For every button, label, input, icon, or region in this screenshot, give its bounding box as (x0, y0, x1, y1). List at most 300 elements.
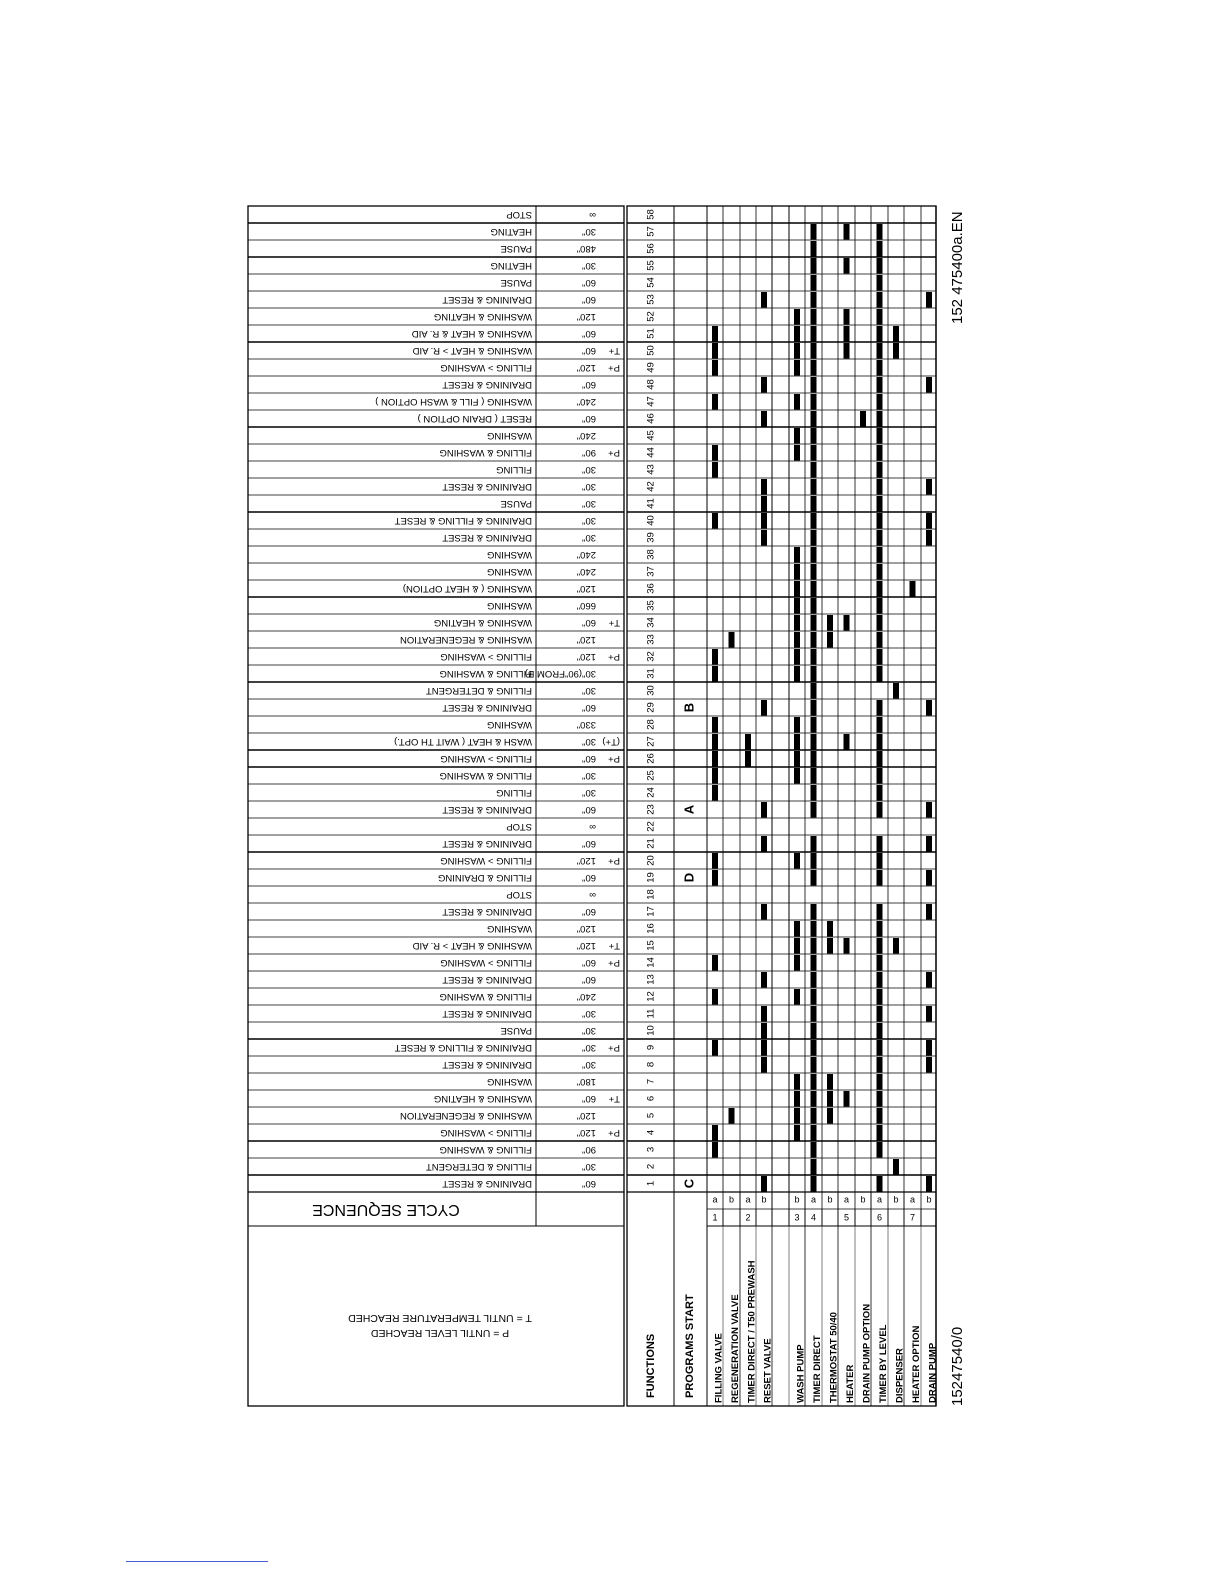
device-active-bar (877, 1074, 883, 1090)
step-name: WASHING ( & HEAT OPTION) (402, 582, 532, 594)
step-number: 4 (645, 1129, 657, 1136)
step-name: WASHING & HEATING (433, 616, 532, 628)
device-active-bar (811, 751, 817, 767)
device-active-bar (761, 1057, 767, 1073)
device-active-bar (877, 377, 883, 393)
device-active-bar (926, 700, 932, 716)
device-active-bar (811, 309, 817, 325)
device-active-bar (811, 666, 817, 682)
document-code-bottom: 15247540/0 (948, 1326, 966, 1406)
step-number: 37 (645, 566, 657, 577)
step-duration: 30" (582, 259, 596, 271)
device-active-bar (811, 1125, 817, 1141)
device-active-bar (877, 989, 883, 1005)
step-number: 52 (645, 311, 657, 322)
device-active-bar (877, 785, 883, 801)
step-duration: 60" (582, 871, 596, 883)
step-number: 57 (645, 226, 657, 237)
device-active-bar (811, 394, 817, 410)
device-active-bar (877, 700, 883, 716)
step-duration: 30" (582, 786, 596, 798)
device-active-bar (877, 904, 883, 920)
device-active-bar (729, 1108, 735, 1124)
device-active-bar (761, 513, 767, 529)
step-number: 18 (645, 889, 657, 900)
step-duration: 60" (582, 803, 596, 815)
device-active-bar (844, 258, 850, 274)
device-active-bar (877, 326, 883, 342)
device-active-bar (761, 802, 767, 818)
step-name: DRAINING & RESET (442, 480, 532, 492)
step-name: DRAINING & RESET (442, 973, 532, 985)
diagram-title: CYCLE SEQUENCE (312, 1200, 460, 1218)
device-active-bar (761, 904, 767, 920)
step-name: WASHING (486, 718, 532, 730)
device-active-bar (794, 428, 800, 444)
device-active-bar (910, 581, 916, 597)
device-active-bar (712, 394, 718, 410)
device-active-bar (794, 445, 800, 461)
step-flag: T+ (608, 939, 620, 951)
device-active-bar (827, 1091, 833, 1107)
device-label: RESET VALVE (762, 1338, 774, 1403)
device-active-bar (811, 411, 817, 427)
device-active-bar (712, 751, 718, 767)
step-name: WASHING (486, 599, 532, 611)
step-duration: 60" (582, 956, 596, 968)
step-flag: P+ (608, 361, 620, 373)
device-active-bar (761, 1040, 767, 1056)
device-active-bar (860, 411, 866, 427)
step-name: DRAINING & RESET (442, 905, 532, 917)
device-active-bar (811, 581, 817, 597)
step-duration: 30" (582, 684, 596, 696)
step-name: DRAINING & FILLING & RESET (394, 1041, 532, 1053)
step-number: 55 (645, 260, 657, 271)
step-duration: 60" (582, 837, 596, 849)
step-duration: 30" (582, 531, 596, 543)
step-duration: 120" (576, 922, 596, 934)
device-active-bar (794, 394, 800, 410)
device-active-bar (811, 1176, 817, 1192)
device-group-number: 1 (712, 1212, 718, 1223)
step-name: DRAINING & RESET (442, 1177, 532, 1189)
step-name: WASHING & REGENERATION (400, 1109, 532, 1121)
step-name: FILLING (496, 463, 532, 475)
step-number: 38 (645, 549, 657, 560)
step-duration: 240" (576, 990, 596, 1002)
device-active-bar (794, 938, 800, 954)
step-name: WASHING & HEAT & R. AID (411, 327, 532, 339)
step-number: 35 (645, 600, 657, 611)
step-number: 22 (645, 821, 657, 832)
device-active-bar (877, 360, 883, 376)
device-sub-letter: a (843, 1194, 850, 1205)
step-duration: 120" (576, 361, 596, 373)
step-number: 29 (645, 702, 657, 713)
step-duration: 120" (576, 939, 596, 951)
step-name: FILLING > WASHING (440, 650, 532, 662)
program-start-marker: A (681, 804, 697, 815)
device-active-bar (794, 853, 800, 869)
device-active-bar (893, 1159, 899, 1175)
step-duration: 30"(90"FROM B) (524, 667, 596, 679)
step-name: FILLING & WASHING (439, 667, 532, 679)
device-active-bar (926, 530, 932, 546)
device-active-bar (811, 768, 817, 784)
device-active-bar (827, 615, 833, 631)
step-name: FILLING > WASHING (440, 1126, 532, 1138)
device-active-bar (712, 853, 718, 869)
step-name: HEATING (490, 225, 532, 237)
device-active-bar (712, 768, 718, 784)
device-group-number: 5 (843, 1212, 850, 1223)
step-number: 43 (645, 464, 657, 475)
device-active-bar (712, 1040, 718, 1056)
step-number: 17 (645, 906, 657, 917)
step-name: FILLING > WASHING (440, 361, 532, 373)
device-active-bar (877, 343, 883, 359)
device-active-bar (827, 1108, 833, 1124)
device-label: HEATER OPTION (911, 1325, 923, 1403)
step-flag: T+ (608, 616, 620, 628)
step-duration: 120" (576, 1126, 596, 1138)
device-active-bar (811, 649, 817, 665)
device-active-bar (712, 1125, 718, 1141)
step-number: 25 (645, 770, 657, 781)
step-number: 6 (645, 1095, 657, 1102)
device-active-bar (844, 1091, 850, 1107)
device-active-bar (877, 632, 883, 648)
step-flag: P+ (608, 1126, 620, 1138)
device-active-bar (926, 1006, 932, 1022)
step-number: 28 (645, 719, 657, 730)
device-label: REGENERATION VALVE (730, 1294, 742, 1403)
device-active-bar (761, 530, 767, 546)
step-number: 21 (645, 838, 657, 849)
device-active-bar (926, 972, 932, 988)
device-active-bar (712, 666, 718, 682)
device-active-bar (794, 666, 800, 682)
step-name: FILLING (496, 786, 532, 798)
device-active-bar (877, 496, 883, 512)
device-active-bar (761, 700, 767, 716)
step-number: 58 (645, 209, 657, 220)
device-active-bar (811, 1159, 817, 1175)
device-active-bar (877, 836, 883, 852)
device-label: THERMOSTAT 50/40 (828, 1312, 840, 1403)
step-name: STOP (506, 208, 532, 220)
device-active-bar (712, 734, 718, 750)
device-active-bar (811, 1142, 817, 1158)
device-active-bar (794, 751, 800, 767)
step-duration: ∞ (589, 820, 596, 832)
device-active-bar (926, 802, 932, 818)
step-flag: T+ (608, 344, 620, 356)
step-number: 14 (645, 957, 657, 968)
device-label: DISPENSER (894, 1348, 906, 1403)
step-duration: 30" (582, 463, 596, 475)
device-active-bar (893, 938, 899, 954)
step-number: 31 (645, 668, 657, 679)
device-active-bar (877, 615, 883, 631)
step-duration: 30" (582, 1007, 596, 1019)
device-active-bar (712, 343, 718, 359)
step-flag: P+ (608, 446, 620, 458)
device-sub-letter: a (712, 1194, 718, 1205)
device-active-bar (877, 921, 883, 937)
document-code-top: 152 475400a.EN (948, 211, 966, 324)
step-number: 41 (645, 498, 657, 509)
device-active-bar (877, 802, 883, 818)
device-active-bar (877, 292, 883, 308)
step-name: RESET ( DRAIN OPTION ) (417, 412, 532, 424)
device-active-bar (877, 1125, 883, 1141)
device-sub-letter: a (810, 1194, 817, 1205)
step-duration: 60" (582, 905, 596, 917)
device-active-bar (761, 1023, 767, 1039)
step-number: 53 (645, 294, 657, 305)
step-duration: 60" (582, 616, 596, 628)
device-active-bar (811, 836, 817, 852)
step-number: 16 (645, 923, 657, 934)
device-active-bar (712, 326, 718, 342)
device-active-bar (712, 445, 718, 461)
step-name: WASHING ( FILL & WASH OPTION ) (375, 395, 532, 407)
device-active-bar (811, 241, 817, 257)
step-duration: 240" (576, 395, 596, 407)
step-name: WASHING (486, 1075, 532, 1087)
step-name: WASHING & HEAT > R. AID (412, 939, 532, 951)
device-sub-letter: a (909, 1194, 916, 1205)
device-active-bar (811, 1108, 817, 1124)
step-name: HEATING (490, 259, 532, 271)
step-name: FILLING & DETERGENT (425, 1160, 532, 1172)
step-flag: P+ (608, 854, 620, 866)
device-active-bar (877, 734, 883, 750)
step-duration: 240" (576, 548, 596, 560)
device-group-number: 6 (876, 1212, 883, 1223)
device-active-bar (877, 462, 883, 478)
legend-t: T = UNTIL TEMPERATURE REACHED (348, 1312, 532, 1325)
step-flag: (T+) (602, 735, 620, 747)
device-sub-letter: b (827, 1194, 833, 1205)
device-active-bar (811, 734, 817, 750)
step-duration: ∞ (589, 888, 596, 900)
step-duration: 330" (576, 718, 596, 730)
device-active-bar (794, 598, 800, 614)
device-active-bar (877, 1040, 883, 1056)
step-number: 5 (645, 1112, 657, 1119)
device-active-bar (827, 632, 833, 648)
device-active-bar (811, 632, 817, 648)
step-duration: 120" (576, 582, 596, 594)
step-duration: 120" (576, 1109, 596, 1121)
step-number: 10 (645, 1025, 657, 1036)
device-label: FILLING VALVE (713, 1333, 725, 1403)
step-duration: 30" (582, 497, 596, 509)
device-active-bar (827, 1074, 833, 1090)
device-active-bar (811, 938, 817, 954)
device-active-bar (811, 326, 817, 342)
step-name: FILLING & WASHING (439, 769, 532, 781)
device-active-bar (877, 1023, 883, 1039)
device-active-bar (712, 870, 718, 886)
device-active-bar (893, 683, 899, 699)
device-active-bar (794, 921, 800, 937)
step-flag: P+ (608, 650, 620, 662)
device-active-bar (729, 632, 735, 648)
device-active-bar (926, 1057, 932, 1073)
step-number: 42 (645, 481, 657, 492)
step-name: WASHING (486, 565, 532, 577)
device-active-bar (877, 428, 883, 444)
step-name: PAUSE (500, 242, 532, 254)
step-number: 13 (645, 974, 657, 985)
device-active-bar (794, 564, 800, 580)
step-duration: 240" (576, 429, 596, 441)
device-active-bar (877, 581, 883, 597)
device-active-bar (811, 343, 817, 359)
device-label: DRAIN PUMP (927, 1342, 939, 1403)
device-active-bar (794, 632, 800, 648)
device-active-bar (811, 921, 817, 937)
step-number: 44 (645, 447, 657, 458)
step-flag: P+ (608, 752, 620, 764)
step-name: PAUSE (500, 1024, 532, 1036)
step-duration: 30" (582, 1160, 596, 1172)
device-active-bar (844, 224, 850, 240)
step-number: 23 (645, 804, 657, 815)
device-active-bar (877, 479, 883, 495)
device-active-bar (794, 309, 800, 325)
step-name: DRAINING & RESET (442, 701, 532, 713)
step-number: 33 (645, 634, 657, 645)
step-name: FILLING > WASHING (440, 956, 532, 968)
step-number: 3 (645, 1146, 657, 1153)
step-name: FILLING & WASHING (439, 1143, 532, 1155)
device-active-bar (877, 1108, 883, 1124)
device-active-bar (811, 513, 817, 529)
device-active-bar (877, 938, 883, 954)
step-name: FILLING & DETERGENT (425, 684, 532, 696)
device-active-bar (794, 1108, 800, 1124)
step-name: WASHING (486, 548, 532, 560)
step-name: WASHING & HEATING (433, 310, 532, 322)
device-active-bar (877, 955, 883, 971)
step-duration: 30" (582, 769, 596, 781)
device-active-bar (761, 972, 767, 988)
device-active-bar (811, 224, 817, 240)
step-duration: 30" (582, 480, 596, 492)
step-duration: 30" (582, 1041, 596, 1053)
step-duration: 120" (576, 633, 596, 645)
device-active-bar (811, 972, 817, 988)
device-sub-letter: b (860, 1194, 866, 1205)
program-start-marker: D (681, 872, 697, 883)
legend-p: P = UNTIL LEVEL REACHED (370, 1327, 510, 1340)
device-label: TIMER DIRECT (812, 1335, 824, 1403)
step-duration: ∞ (589, 208, 596, 220)
device-label: WASH PUMP (795, 1344, 807, 1403)
device-active-bar (794, 360, 800, 376)
device-active-bar (712, 360, 718, 376)
device-active-bar (811, 955, 817, 971)
device-active-bar (877, 445, 883, 461)
step-duration: 660" (576, 599, 596, 611)
step-number: 20 (645, 855, 657, 866)
device-active-bar (761, 1176, 767, 1192)
step-duration: 90" (582, 1143, 596, 1155)
device-active-bar (794, 1074, 800, 1090)
device-active-bar (794, 1125, 800, 1141)
device-active-bar (844, 734, 850, 750)
step-duration: 60" (582, 752, 596, 764)
program-start-marker: C (681, 1178, 697, 1189)
step-number: 56 (645, 243, 657, 254)
device-active-bar (811, 1006, 817, 1022)
device-active-bar (794, 768, 800, 784)
device-active-bar (794, 649, 800, 665)
step-name: FILLING & WASHING (439, 446, 532, 458)
device-sub-letter: a (745, 1194, 751, 1205)
device-label: TIMER BY LEVEL (878, 1324, 890, 1403)
step-number: 12 (645, 991, 657, 1002)
device-active-bar (745, 751, 751, 767)
step-name: WASHING (486, 429, 532, 441)
device-active-bar (811, 870, 817, 886)
step-number: 9 (645, 1044, 657, 1051)
device-group-number: 2 (745, 1212, 751, 1223)
device-active-bar (712, 1142, 718, 1158)
device-active-bar (745, 734, 751, 750)
device-group-number: 4 (810, 1212, 817, 1223)
step-duration: 30" (582, 1024, 596, 1036)
step-name: WASHING (486, 922, 532, 934)
device-active-bar (877, 530, 883, 546)
step-duration: 120" (576, 854, 596, 866)
device-active-bar (844, 343, 850, 359)
step-duration: 60" (582, 276, 596, 288)
step-duration: 60" (582, 412, 596, 424)
device-active-bar (877, 751, 883, 767)
device-active-bar (811, 1074, 817, 1090)
device-active-bar (811, 1091, 817, 1107)
device-active-bar (811, 1023, 817, 1039)
device-active-bar (761, 1006, 767, 1022)
device-active-bar (811, 564, 817, 580)
device-sub-letter: b (893, 1194, 899, 1205)
step-number: 32 (645, 651, 657, 662)
step-number: 51 (645, 328, 657, 339)
programs-start-header: PROGRAMS START (683, 1294, 696, 1398)
step-duration: 480" (576, 242, 596, 254)
device-active-bar (811, 717, 817, 733)
step-name: DRAINING & RESET (442, 1058, 532, 1070)
functions-header: FUNCTIONS (644, 1333, 657, 1398)
step-number: 8 (645, 1061, 657, 1068)
device-active-bar (926, 870, 932, 886)
device-sub-letter: b (794, 1194, 800, 1205)
step-flag: P+ (608, 956, 620, 968)
step-number: 39 (645, 532, 657, 543)
step-duration: 30" (582, 514, 596, 526)
device-active-bar (877, 241, 883, 257)
device-active-bar (877, 275, 883, 291)
device-active-bar (877, 666, 883, 682)
device-active-bar (877, 1142, 883, 1158)
device-active-bar (877, 564, 883, 580)
